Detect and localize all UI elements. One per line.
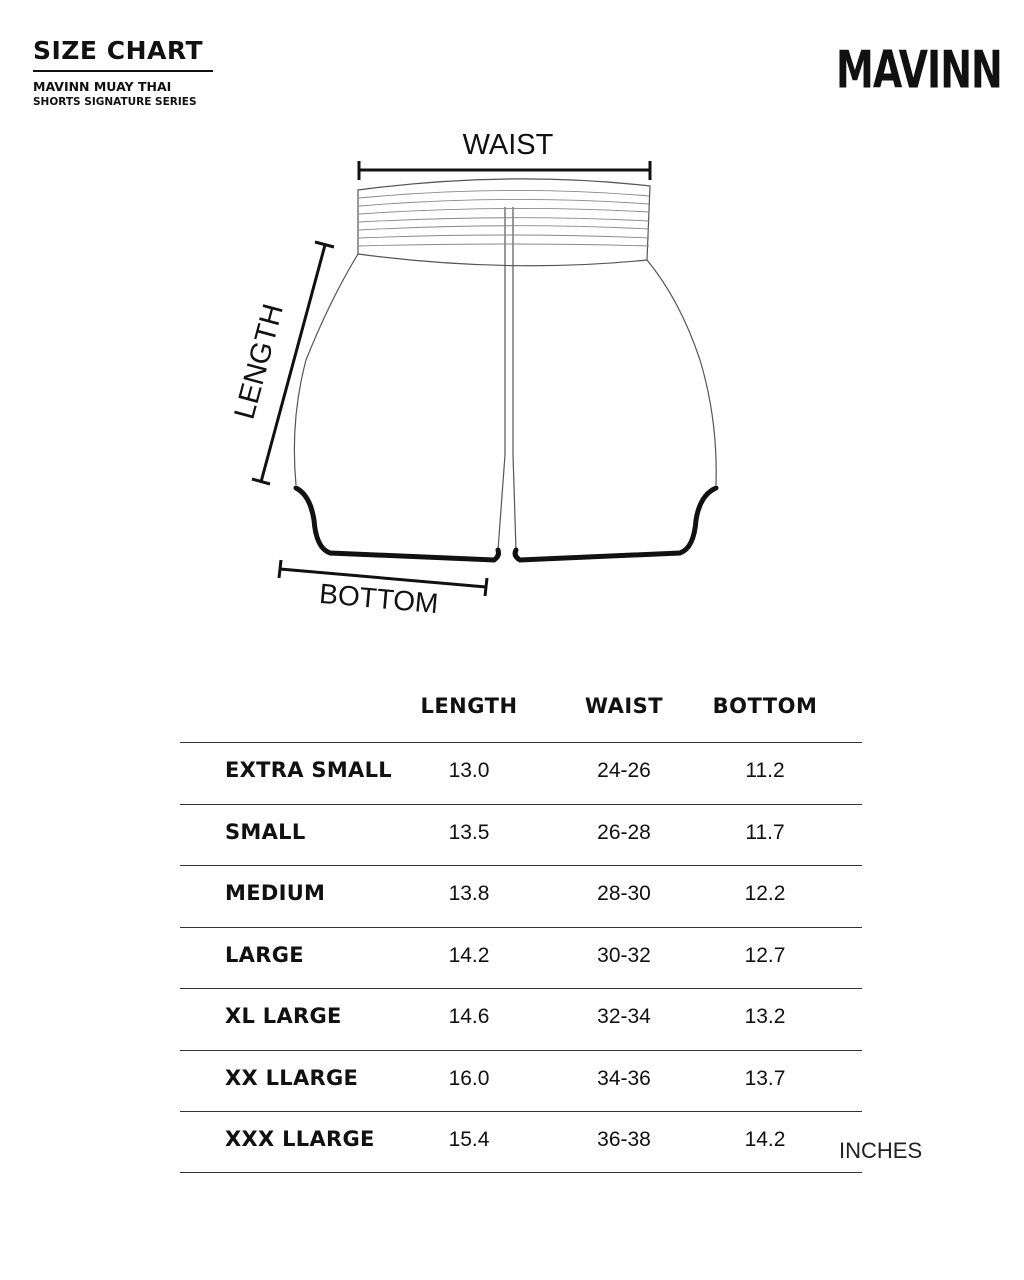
size-name: SMALL — [225, 819, 306, 844]
bottom-value: 14.2 — [744, 1128, 786, 1151]
size-name: XL LARGE — [225, 1004, 342, 1028]
size-name: LARGE — [225, 942, 304, 967]
table-row — [180, 988, 862, 1050]
table-row — [180, 742, 862, 804]
product-name: MAVINN MUAY THAI — [33, 78, 172, 94]
length-value: 15.4 — [448, 1128, 490, 1151]
size-name: MEDIUM — [225, 881, 326, 905]
size-name: XX LLARGE — [225, 1065, 359, 1090]
waist-value: 34-36 — [597, 1066, 651, 1090]
bottom-value: 13.7 — [744, 1066, 786, 1090]
length-value: 13.5 — [448, 820, 490, 844]
table-row — [180, 927, 862, 989]
bottom-value: 13.2 — [744, 1005, 786, 1028]
bottom-value: 12.2 — [744, 882, 786, 905]
column-header-bottom: BOTTOM — [712, 694, 818, 718]
brand-logo-text: MAVINN — [836, 40, 1002, 100]
length-value: 13.0 — [448, 759, 490, 782]
waist-label: WAIST — [462, 129, 554, 161]
size-name: XXX LLARGE — [225, 1127, 375, 1151]
waist-value: 28-30 — [597, 882, 651, 905]
waist-value: 26-28 — [597, 820, 651, 844]
bottom-value: 11.7 — [745, 820, 785, 844]
table-row — [180, 1111, 862, 1173]
table-header — [180, 680, 862, 742]
page-title: SIZE CHART — [33, 36, 204, 65]
table-row — [180, 804, 862, 866]
product-series: SHORTS SIGNATURE SERIES — [33, 95, 197, 108]
length-value: 13.8 — [448, 882, 490, 905]
waist-value: 36-38 — [597, 1128, 651, 1151]
length-label: LENGTH — [228, 300, 290, 423]
waist-value: 32-34 — [597, 1005, 651, 1028]
waist-value: 30-32 — [597, 943, 651, 967]
size-name: EXTRA SMALL — [225, 758, 392, 782]
waist-value: 24-26 — [597, 759, 651, 782]
column-header-waist: WAIST — [584, 694, 664, 718]
unit-label: INCHES — [839, 1138, 923, 1163]
shorts-hem — [296, 488, 716, 560]
length-value: 14.6 — [448, 1005, 490, 1028]
bottom-value: 11.2 — [745, 759, 785, 782]
bottom-value: 12.7 — [744, 943, 786, 967]
table-row — [180, 1050, 862, 1112]
length-value: 14.2 — [448, 943, 490, 967]
size-table — [180, 680, 862, 1173]
waistband-stitching — [359, 190, 649, 246]
table-row — [180, 865, 862, 927]
length-value: 16.0 — [448, 1066, 490, 1090]
bottom-label: BOTTOM — [318, 577, 440, 620]
column-header-length: LENGTH — [420, 694, 518, 718]
waist-measure-line — [359, 161, 650, 180]
